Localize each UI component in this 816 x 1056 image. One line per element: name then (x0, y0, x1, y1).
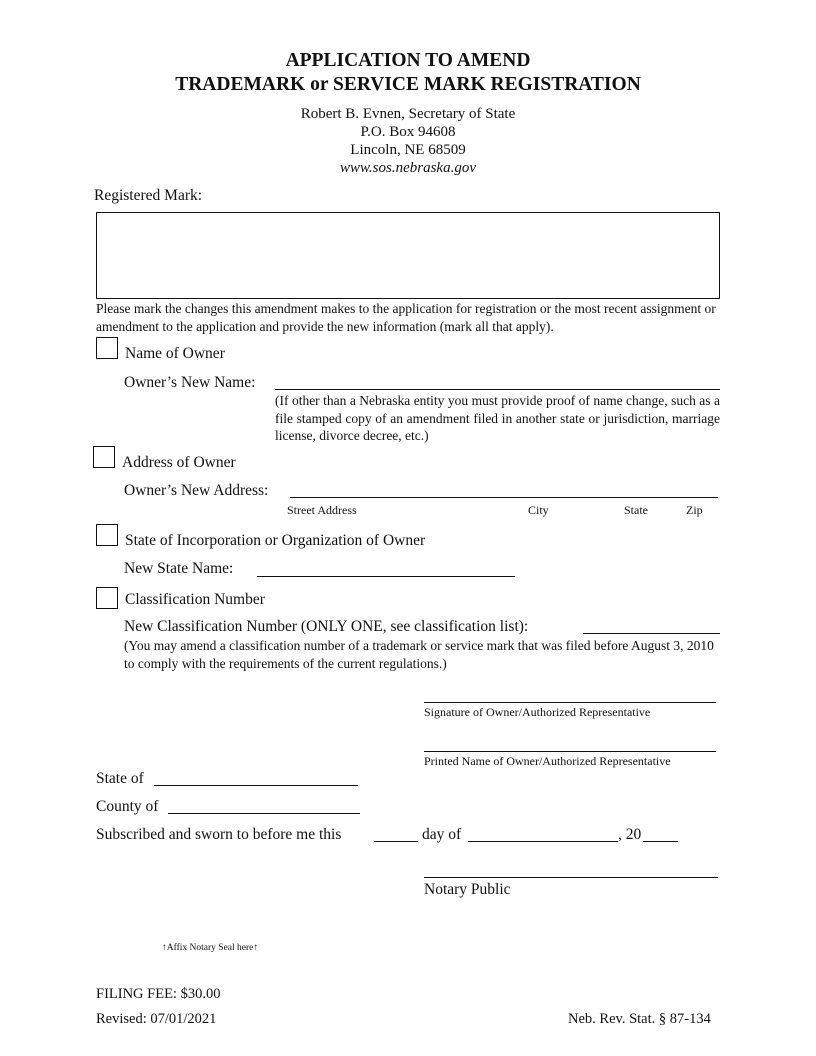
city-state-zip: Lincoln, NE 68509 (350, 142, 466, 158)
year-prefix-label: , 20 (618, 826, 642, 843)
statute-reference: Neb. Rev. Stat. § 87-134 (568, 1011, 711, 1027)
new-classification-input[interactable] (583, 633, 720, 634)
classification-number-label: Classification Number (125, 591, 265, 608)
state-of-label: State of (96, 770, 144, 787)
classification-number-checkbox[interactable] (96, 587, 118, 609)
notary-seal-note: ↑Affix Notary Seal here↑ (162, 943, 259, 953)
address-of-owner-checkbox[interactable] (93, 446, 115, 468)
signature-line[interactable] (424, 702, 716, 703)
zip-caption: Zip (686, 503, 703, 517)
revised-date-text: Revised: 07/01/2021 (96, 1011, 217, 1027)
sworn-month-input[interactable] (468, 841, 618, 842)
classification-note: (You may amend a classification number of a trademark or service mark that was filed before August 3, 2010 to comply with the requirements of the current regulations.) (124, 638, 714, 671)
filing-fee-text: FILING FEE: $30.00 (96, 986, 221, 1002)
printed-name-caption: Printed Name of Owner/Authorized Representative (424, 754, 671, 768)
day-of-label: day of (422, 826, 462, 843)
owner-new-name-label: Owner’s New Name: (124, 374, 256, 391)
address-of-owner-label: Address of Owner (122, 454, 236, 471)
instructions-text: Please mark the changes this amendment makes to the application for registration or the most recent assignment or amendment to the application and provide the new information (mark all that apply). (96, 301, 716, 334)
notary-state-input[interactable] (154, 785, 358, 786)
printed-name-line[interactable] (424, 751, 716, 752)
state-of-incorporation-label: State of Incorporation or Organization of Owner (125, 532, 426, 549)
state-of-incorporation-checkbox[interactable] (96, 524, 118, 546)
owner-new-name-input[interactable] (275, 389, 720, 390)
owner-new-address-label: Owner’s New Address: (124, 482, 269, 499)
new-state-name-label: New State Name: (124, 560, 234, 577)
form-title-line1: APPLICATION TO AMEND (285, 50, 531, 71)
new-state-name-input[interactable] (257, 576, 515, 577)
new-classification-label: New Classification Number (ONLY ONE, see classification list): (124, 618, 529, 635)
name-change-proof-note: (If other than a Nebraska entity you must provide proof of name change, such as a file stamped copy of an amendment filed in another state or jurisdiction, marriage license, divorce decree, etc.) (275, 393, 720, 443)
city-caption: City (528, 503, 549, 517)
registered-mark-label: Registered Mark: (94, 187, 203, 204)
notary-county-input[interactable] (168, 813, 360, 814)
sworn-day-input[interactable] (374, 841, 418, 842)
county-of-label: County of (96, 798, 159, 815)
sworn-year-input[interactable] (643, 841, 678, 842)
name-of-owner-label: Name of Owner (125, 345, 225, 362)
po-box: P.O. Box 94608 (360, 124, 456, 140)
signature-caption: Signature of Owner/Authorized Representative (424, 705, 651, 719)
form-title-line2: TRADEMARK or SERVICE MARK REGISTRATION (175, 74, 641, 95)
name-of-owner-checkbox[interactable] (96, 337, 118, 359)
website-link[interactable]: www.sos.nebraska.gov (340, 160, 476, 176)
street-address-caption: Street Address (287, 503, 357, 517)
registered-mark-field[interactable] (96, 212, 720, 299)
notary-signature-line[interactable] (424, 877, 718, 878)
sworn-statement-text: Subscribed and sworn to before me this (96, 826, 342, 843)
officer-name: Robert B. Evnen, Secretary of State (300, 106, 516, 122)
notary-public-caption: Notary Public (424, 881, 511, 898)
owner-new-address-input[interactable] (290, 497, 718, 498)
state-caption: State (624, 503, 648, 517)
